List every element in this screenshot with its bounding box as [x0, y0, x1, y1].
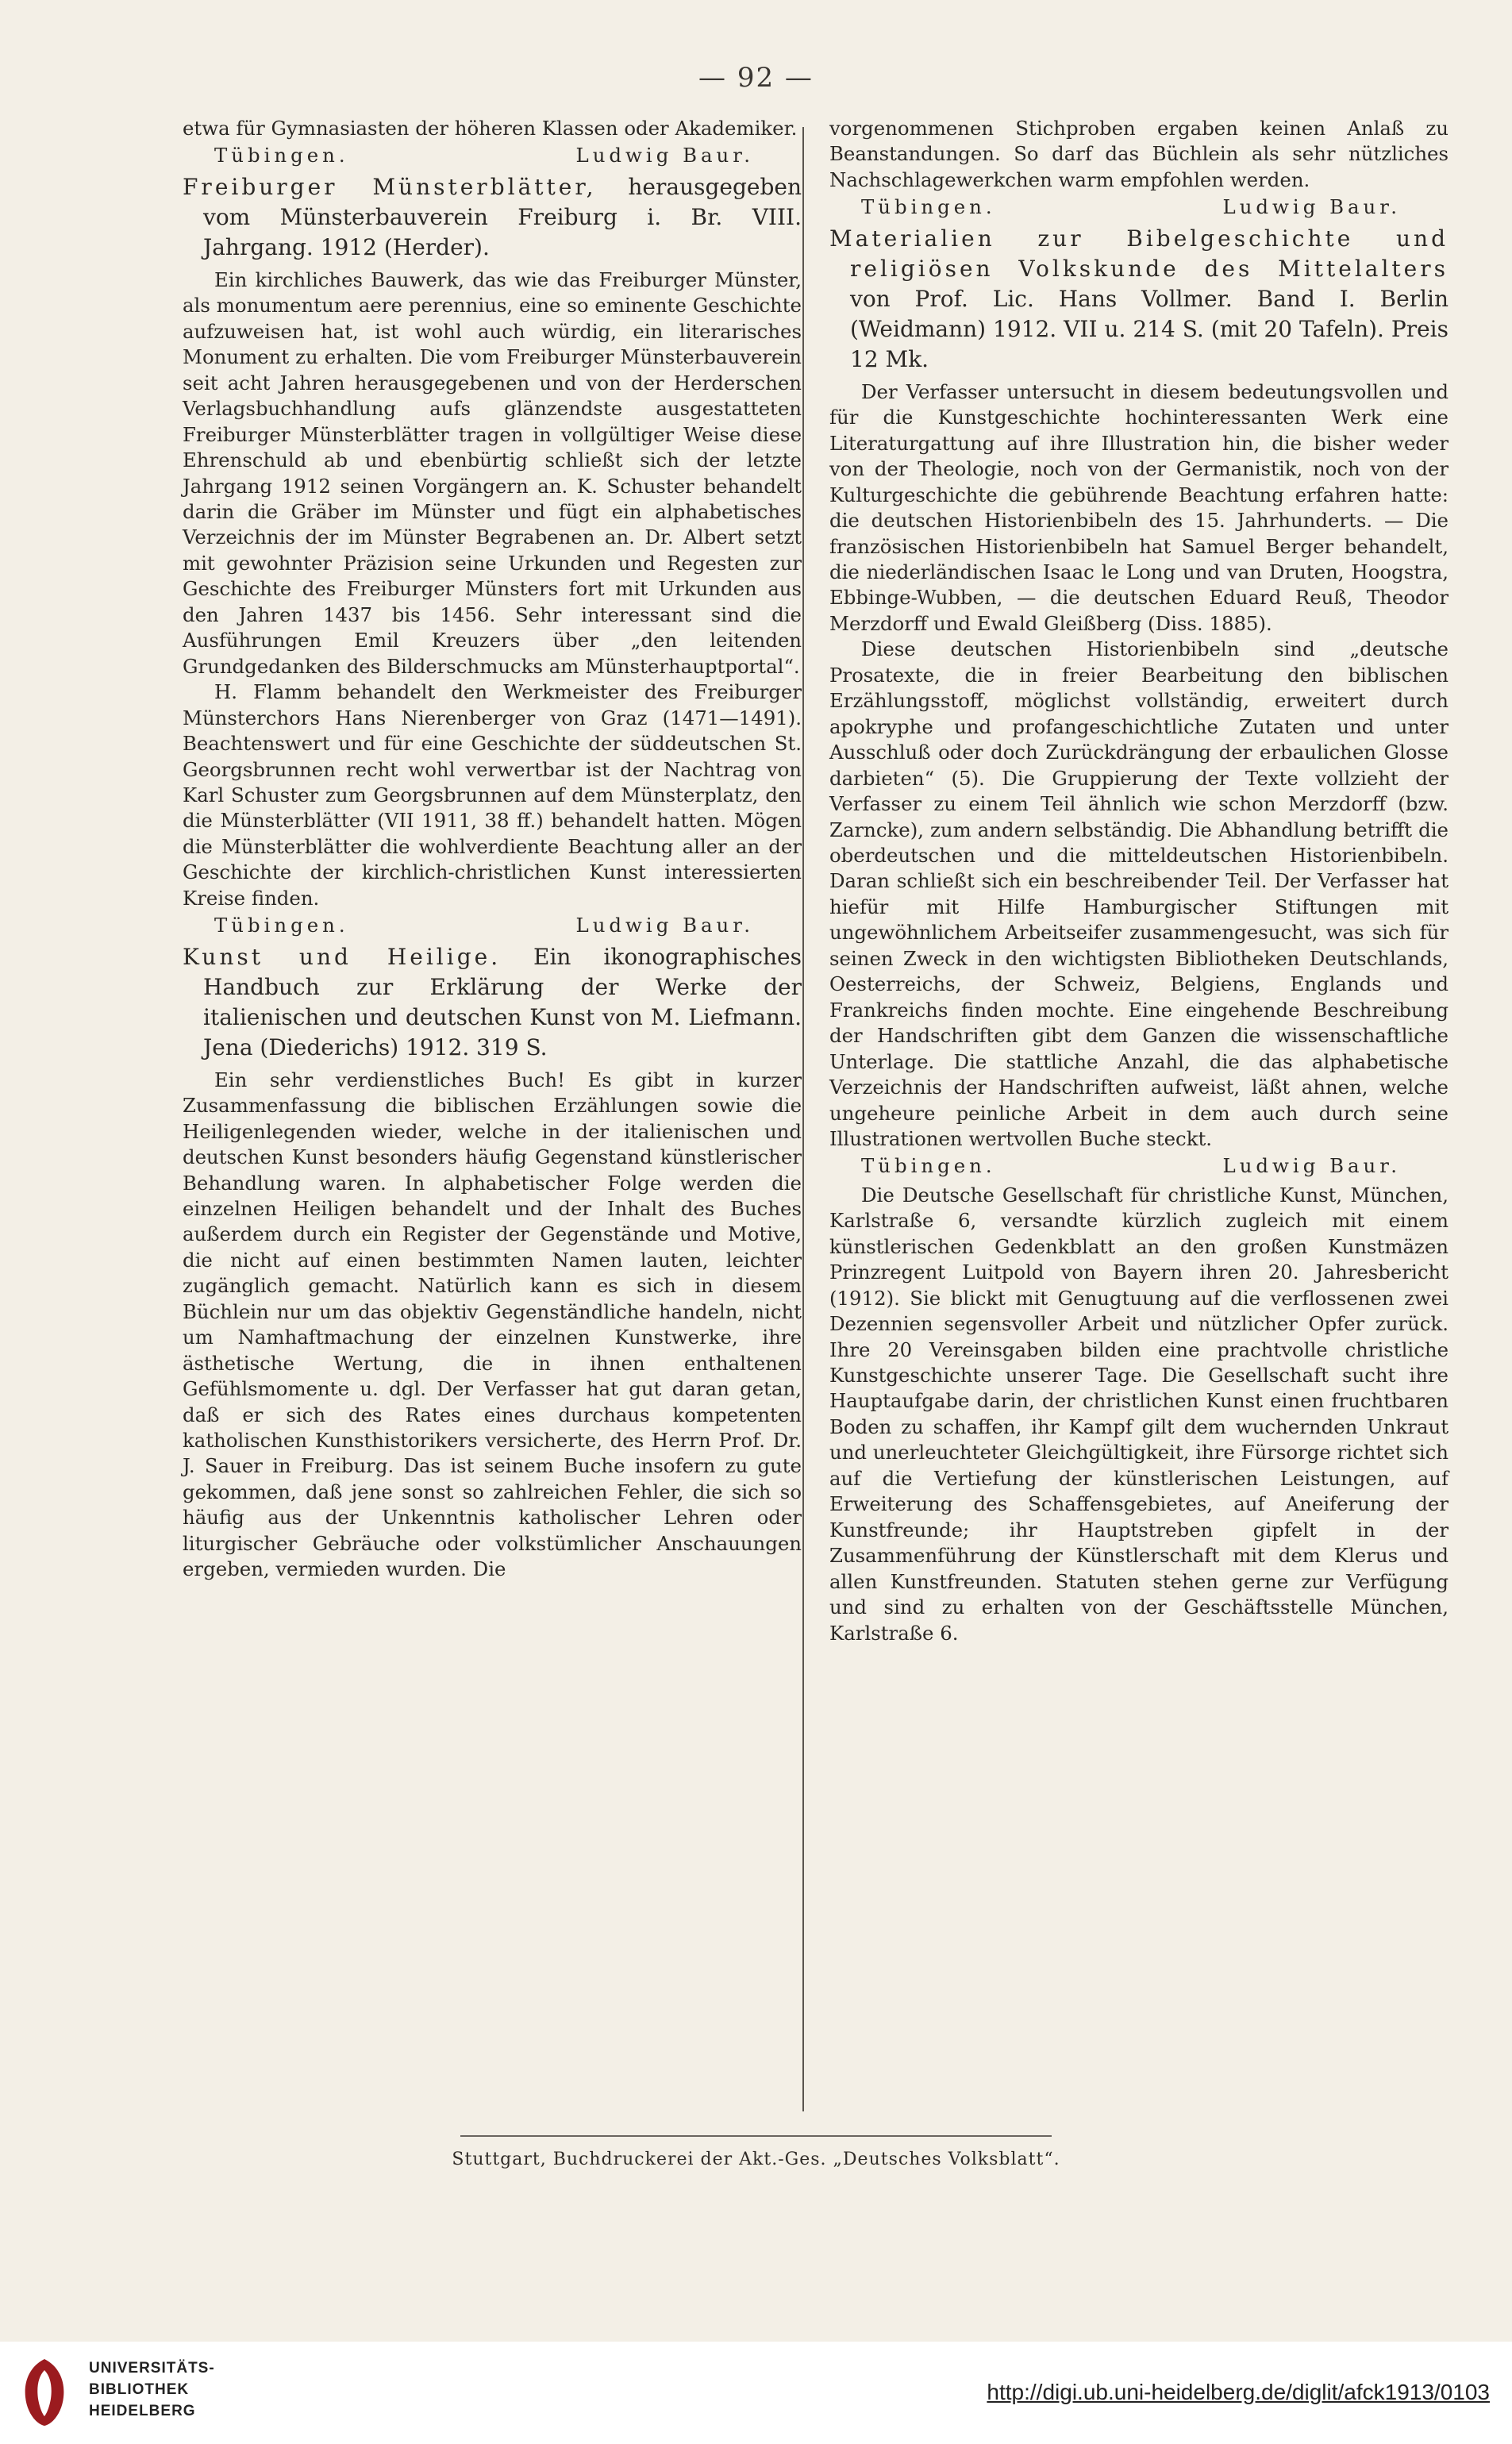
signature-place: Tübingen. [214, 914, 349, 937]
library-logo-icon [16, 2356, 73, 2429]
paragraph: etwa für Gymnasiasten der höheren Klassen oder Akademiker. [183, 117, 798, 140]
paragraph: Der Verfasser untersucht in diesem bedeutungsvollen und für die Kunstgeschichte hochinteressanten Werk eine Literaturgattung auf ihre Illustration hin, die bisher weder von der Theologie, noch von der Germanistik, noch von der Kulturgeschichte die gebührende Beachtung erfahren hatte: die deutschen Historienbibeln des 15. Jahrhunderts. — Die französischen Historienbibeln hat Samuel Berger behandelt, die niederländischen Isaac le Long und van Druten, Hoogstra, Ebbinge-Wubben, — die deutschen Eduard Reuß, Theodor Merzdorff und Ewald Gleißberg (Diss. 1885). [829, 379, 1449, 635]
signature-place: Tübingen. [861, 1154, 996, 1178]
printer-imprint: Stuttgart, Buchdruckerei der Akt.-Ges. „Deutsches Volksblatt“. [452, 2150, 1060, 2169]
page-number: — 92 — [698, 62, 814, 94]
paragraph: Ein kirchliches Bauwerk, das wie das Freiburger Münster, als monumentum aere perennius, eine so eminente Geschichte aufzuweisen hat, ist wohl auch würdig, ein literarisches Monument zu erhalten. Die vom Freiburger Münsterbauverein seit acht Jahren herausgegebenen und von der Herderschen Verlagsbuchhandlung aufs glänzendste ausgestatteten Freiburger Münsterblätter tragen in vollgültiger Weise diese Ehrenschuld ab und ebenbürtig schließt sich der letzte Jahrgang 1912 seinen Vorgängern an. K. Schuster behandelt darin die Gräber im Münster und fügt ein alphabetisches Verzeichnis der im Münster Begrabenen an. Dr. Albert setzt mit gewohnter Präzision seine Urkunden und Regesten zur Geschichte des Freiburger Münsters fort mit Urkunden aus den Jahren 1437 bis 1456. Sehr interessant sind die Ausführungen Emil Kreuzers über „den leitenden Grundgedanken des Bilderschmucks am Münsterhauptportal“. [183, 267, 802, 678]
signature-line [183, 913, 802, 938]
paragraph: H. Flamm behandelt den Werkmeister des Freiburger Münsterchors Hans Nierenberger von Graz (1471—1491). Beachtenswert und für eine Geschichte der süddeutschen St. Georgsbrunnen recht wohl verwertbar ist der Nachtrag von Karl Schuster zum Georgsbrunnen auf dem Münsterplatz, den die Münsterblätter (VII 1911, 38 ff.) behandelt hatten. Mögen die Münsterblätter die wohlverdiente Beachtung aller an der Geschichte der kirchlich-christlichen Kunst interessierten Kreise finden. [183, 680, 802, 910]
entry-heading [829, 224, 1449, 375]
signature-place: Tübingen. [861, 195, 996, 219]
signature-line [829, 1153, 1449, 1179]
logo-line: UNIVERSITÄTS- [89, 2360, 215, 2377]
signature-author: Ludwig Baur. [1222, 1154, 1401, 1178]
signature-author: Ludwig Baur. [575, 144, 754, 167]
source-url-link[interactable]: http://digi.ub.uni-heidelberg.de/diglit/afck1913/0103 [987, 2380, 1490, 2404]
entry-bibliography: von Prof. Lic. Hans Vollmer. Band I. Berlin (Weidmann) 1912. VII u. 214 S. (mit 20 Tafeln). Preis 12 Mk. [850, 285, 1449, 372]
library-logo-text [89, 2357, 215, 2422]
entry-bibliography: Ein ikonographisches Handbuch zur Erklärung der Werke der italienischen und deutschen Kunst von M. Liefmann. Jena (Diederichs) 1912. 319 S. [203, 943, 802, 1060]
entry-heading [183, 172, 802, 263]
logo-line: BIBLIOTHEK [89, 2381, 190, 2398]
logo-line: HEIDELBERG [89, 2403, 196, 2419]
left-column [183, 116, 802, 1583]
signature-author: Ludwig Baur. [1222, 195, 1401, 219]
signature-place: Tübingen. [214, 144, 349, 167]
signature-line [183, 143, 802, 168]
paragraph: Die Deutsche Gesellschaft für christliche Kunst, München, Karlstraße 6, versandte kürzlich zugleich mit einem künstlerischen Gedenkblatt an den großen Kunstmäzen Prinzregent Luitpold von Bayern ihren 20. Jahresbericht (1912). Sie blickt mit Genugtuung auf die verflossenen zwei Dezennien segensvoller Arbeit und nützlicher Opfer zurück. Ihre 20 Vereinsgaben bilden eine prachtvolle christliche Kunstgeschichte unserer Tage. Die Gesellschaft sucht ihre Hauptaufgabe darin, der christlichen Kunst einen fruchtbaren Boden zu schaffen, ihr Kampf gilt dem wuchernden Unkraut und unerleuchteter Gleichgültigkeit, ihre Fürsorge richtet sich auf die Vertiefung der künstlerischen Leistungen, auf Erweiterung des Schaffensgebietes, auf Aneiferung der Kunstfreunde; ihr Hauptstreben gipfelt in der Zusammenführung der Künstlerschaft mit dem Klerus und allen Kunstfreunden. Statuten stehen gerne zur Verfügung und sind zu erhalten von der Geschäftsstelle München, Karlstraße 6. [829, 1183, 1449, 1645]
paragraph: Ein sehr verdienstliches Buch! Es gibt in kurzer Zusammenfassung die biblischen Erzählungen sowie die Heiligenlegenden wieder, welche in der italienischen und deutschen Kunst besonders häufig Gegenstand künstlerischer Behandlung waren. In alphabetischer Folge werden die einzelnen Heiligen behandelt und der Inhalt des Buches außerdem durch ein Register der Gegenstände und Motive, die nicht auf einen bestimmten Namen lauten, leichter zugänglich gemacht. Natürlich kann es sich in diesem Büchlein nur um das objektiv Gegenständliche handeln, nicht um Namhaftmachung der einzelnen Kunstwerke, ihre ästhetische Wertung, die in ihnen enthaltenen Gefühlsmomente u. dgl. Der Verfasser hat gut daran getan, daß er sich des Rates eines durchaus kompetenten katholischen Kunsthistorikers versicherte, des Herrn Prof. Dr. J. Sauer in Freiburg. Das ist seinem Buche insofern zu gute gekommen, daß jene sonst so zahlreichen Fehler, die sich so häufig aus der Unkenntnis katholischer Lehren oder liturgischer Gebräuche oder volkstümlicher Anschauungen ergeben, vermieden wurden. Die [183, 1068, 802, 1581]
signature-line [829, 194, 1449, 220]
entry-heading [183, 942, 802, 1063]
entry-title: Freiburger Münsterblätter, [183, 173, 597, 200]
right-column [829, 116, 1449, 1646]
signature-author: Ludwig Baur. [575, 914, 754, 937]
column-divider [802, 127, 804, 2111]
paragraph: vorgenommenen Stichproben ergaben keinen Anlaß zu Beanstandungen. So darf das Büchlein als sehr nützliches Nachschlagewerkchen warm empfohlen werden. [829, 117, 1449, 191]
imprint-rule [460, 2135, 1052, 2137]
entry-title: Materialien zur Bibelgeschichte und religiösen Volkskunde des Mittelalters [829, 225, 1449, 282]
digitization-footer [0, 2342, 1512, 2444]
entry-title: Kunst und Heilige. [183, 943, 502, 970]
paragraph: Diese deutschen Historienbibeln sind „deutsche Prosatexte, die in freier Bearbeitung den biblischen Erzählungsstoff, möglichst vollständig, erweitert durch apokryphe und profangeschichtliche Zutaten und unter Ausschluß oder doch Zurückdrängung der erbaulichen Glosse darbieten“ (5). Die Gruppierung der Texte vollzieht der Verfasser zu einem Teil ähnlich wie schon Merzdorff (bzw. Zarncke), zum andern selbständig. Die Abhandlung betrifft die oberdeutschen und die mitteldeutschen Historienbibeln. Daran schließt sich ein beschreibender Teil. Der Verfasser hat hiefür mit Hilfe Hamburgischer Stiftungen mit ungewöhnlichem Arbeitseifer zusammengesucht, was sich für seinen Zweck in den wichtigsten Bibliotheken Deutschlands, Oesterreichs, der Schweiz, Belgiens, Englands und Frankreichs finden mochte. Eine eingehende Beschreibung der Handschriften gibt dem Ganzen die wissenschaftliche Unterlage. Die stattliche Anzahl, die das alphabetische Verzeichnis der Handschriften aufweist, läßt ahnen, welche ungeheure peinliche Arbeit in dem auch durch seine Illustrationen wertvollen Buche steckt. [829, 637, 1449, 1150]
entry-bibliography: herausgegeben vom Münsterbauverein Freiburg i. Br. VIII. Jahrgang. 1912 (Herder). [203, 173, 802, 260]
